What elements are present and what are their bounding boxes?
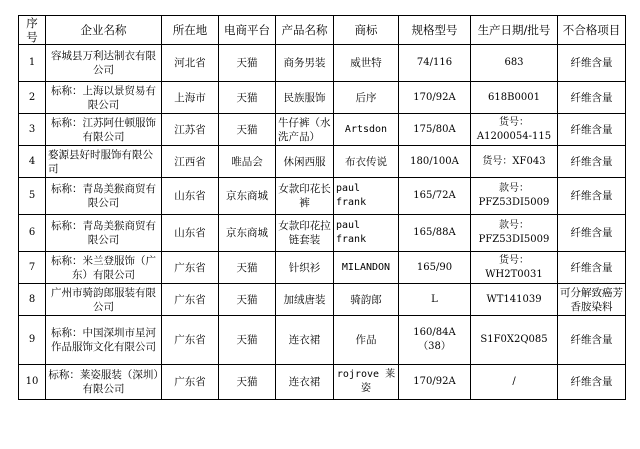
cell-location: 广东省 bbox=[162, 284, 219, 316]
cell-spec: 165/88A bbox=[399, 215, 471, 252]
cell-spec: L bbox=[399, 284, 471, 316]
cell-spec: 175/80A bbox=[399, 114, 471, 146]
cell-location: 山东省 bbox=[162, 178, 219, 215]
cell-brand: 骑韵郎 bbox=[334, 284, 399, 316]
cell-batch: 款号：PFZ53DI5009 bbox=[471, 215, 558, 252]
table-row bbox=[19, 146, 626, 178]
table-header-row bbox=[19, 16, 626, 45]
cell-platform: 天猫 bbox=[219, 316, 276, 365]
cell-location: 山东省 bbox=[162, 215, 219, 252]
cell-failed-item: 纤维含量 bbox=[558, 178, 626, 215]
cell-batch: 货号：A1200054-115 bbox=[471, 114, 558, 146]
table-row bbox=[19, 82, 626, 114]
cell-brand: 布衣传说 bbox=[334, 146, 399, 178]
table-row bbox=[19, 365, 626, 400]
cell-failed-item: 纤维含量 bbox=[558, 82, 626, 114]
cell-product: 针织衫 bbox=[276, 252, 334, 284]
cell-brand: 威世特 bbox=[334, 45, 399, 82]
cell-index: 3 bbox=[19, 114, 46, 146]
cell-failed-item: 纤维含量 bbox=[558, 215, 626, 252]
cell-index: 5 bbox=[19, 178, 46, 215]
cell-brand: Artsdon bbox=[334, 114, 399, 146]
cell-batch: S1F0X2Q085 bbox=[471, 316, 558, 365]
table-row bbox=[19, 284, 626, 316]
header-product: 产品名称 bbox=[276, 16, 334, 45]
cell-brand: MILANDON bbox=[334, 252, 399, 284]
cell-product: 女款印花拉链套装 bbox=[276, 215, 334, 252]
cell-failed-item: 纤维含量 bbox=[558, 114, 626, 146]
header-company: 企业名称 bbox=[46, 16, 162, 45]
cell-company: 标称：中国深圳市星河作品服饰文化有限公司 bbox=[46, 316, 162, 365]
cell-company: 婺源县好时服饰有限公司 bbox=[46, 146, 162, 178]
cell-spec: 74/116 bbox=[399, 45, 471, 82]
cell-spec: 170/92A bbox=[399, 82, 471, 114]
header-failed-item: 不合格项目 bbox=[558, 16, 626, 45]
cell-location: 广东省 bbox=[162, 252, 219, 284]
cell-brand: 后序 bbox=[334, 82, 399, 114]
cell-location: 江苏省 bbox=[162, 114, 219, 146]
cell-company: 标称：莱姿服装（深圳）有限公司 bbox=[46, 365, 162, 400]
cell-platform: 天猫 bbox=[219, 284, 276, 316]
nonconforming-products-table bbox=[18, 15, 626, 400]
cell-spec: 165/72A bbox=[399, 178, 471, 215]
cell-batch: 款号：PFZ53DI5009 bbox=[471, 178, 558, 215]
cell-company: 容城县万利达制衣有限公司 bbox=[46, 45, 162, 82]
table-row bbox=[19, 178, 626, 215]
cell-failed-item: 纤维含量 bbox=[558, 252, 626, 284]
cell-company: 广州市骑韵郎服装有限公司 bbox=[46, 284, 162, 316]
cell-failed-item: 纤维含量 bbox=[558, 146, 626, 178]
cell-spec: 180/100A bbox=[399, 146, 471, 178]
cell-brand: 作品 bbox=[334, 316, 399, 365]
cell-index: 6 bbox=[19, 215, 46, 252]
cell-product: 女款印花长裤 bbox=[276, 178, 334, 215]
cell-batch: 683 bbox=[471, 45, 558, 82]
cell-spec: 170/92A bbox=[399, 365, 471, 400]
cell-batch: WT141039 bbox=[471, 284, 558, 316]
cell-index: 1 bbox=[19, 45, 46, 82]
cell-platform: 唯品会 bbox=[219, 146, 276, 178]
cell-index: 8 bbox=[19, 284, 46, 316]
cell-company: 标称：米兰登服饰（广东）有限公司 bbox=[46, 252, 162, 284]
cell-failed-item: 纤维含量 bbox=[558, 365, 626, 400]
cell-spec: 160/84A（38） bbox=[399, 316, 471, 365]
cell-platform: 天猫 bbox=[219, 114, 276, 146]
cell-product: 民族服饰 bbox=[276, 82, 334, 114]
cell-location: 江西省 bbox=[162, 146, 219, 178]
cell-batch: 货号：XF043 bbox=[471, 146, 558, 178]
cell-location: 广东省 bbox=[162, 316, 219, 365]
cell-batch: 货号：WH2T0031 bbox=[471, 252, 558, 284]
cell-company: 标称：上海以景贸易有限公司 bbox=[46, 82, 162, 114]
header-index: 序号 bbox=[19, 16, 46, 45]
cell-product: 加绒唐装 bbox=[276, 284, 334, 316]
cell-index: 2 bbox=[19, 82, 46, 114]
table-row bbox=[19, 114, 626, 146]
cell-location: 上海市 bbox=[162, 82, 219, 114]
cell-company: 标称：青岛美猴商贸有限公司 bbox=[46, 215, 162, 252]
cell-platform: 京东商城 bbox=[219, 178, 276, 215]
table-row bbox=[19, 215, 626, 252]
cell-index: 9 bbox=[19, 316, 46, 365]
table-row bbox=[19, 316, 626, 365]
header-batch: 生产日期/批号 bbox=[471, 16, 558, 45]
cell-location: 广东省 bbox=[162, 365, 219, 400]
header-platform: 电商平台 bbox=[219, 16, 276, 45]
cell-failed-item: 纤维含量 bbox=[558, 45, 626, 82]
cell-platform: 天猫 bbox=[219, 365, 276, 400]
cell-platform: 京东商城 bbox=[219, 215, 276, 252]
cell-location: 河北省 bbox=[162, 45, 219, 82]
cell-brand: rojrove 莱姿 bbox=[334, 365, 399, 400]
cell-index: 10 bbox=[19, 365, 46, 400]
cell-platform: 天猫 bbox=[219, 45, 276, 82]
cell-product: 连衣裙 bbox=[276, 316, 334, 365]
table-row bbox=[19, 252, 626, 284]
cell-product: 连衣裙 bbox=[276, 365, 334, 400]
cell-failed-item: 纤维含量 bbox=[558, 316, 626, 365]
table-row bbox=[19, 45, 626, 82]
cell-spec: 165/90 bbox=[399, 252, 471, 284]
cell-index: 7 bbox=[19, 252, 46, 284]
cell-platform: 天猫 bbox=[219, 252, 276, 284]
cell-company: 标称：江苏阿仕顿服饰有限公司 bbox=[46, 114, 162, 146]
cell-product: 商务男装 bbox=[276, 45, 334, 82]
cell-brand: paul frank bbox=[334, 215, 399, 252]
cell-product: 休闲西服 bbox=[276, 146, 334, 178]
header-location: 所在地 bbox=[162, 16, 219, 45]
cell-company: 标称：青岛美猴商贸有限公司 bbox=[46, 178, 162, 215]
cell-batch: 618B0001 bbox=[471, 82, 558, 114]
cell-brand: paul frank bbox=[334, 178, 399, 215]
cell-product: 牛仔裤（水洗产品） bbox=[276, 114, 334, 146]
cell-platform: 天猫 bbox=[219, 82, 276, 114]
header-spec: 规格型号 bbox=[399, 16, 471, 45]
cell-index: 4 bbox=[19, 146, 46, 178]
cell-batch: / bbox=[471, 365, 558, 400]
header-brand: 商标 bbox=[334, 16, 399, 45]
cell-failed-item: 可分解致癌芳香胺染料 bbox=[558, 284, 626, 316]
